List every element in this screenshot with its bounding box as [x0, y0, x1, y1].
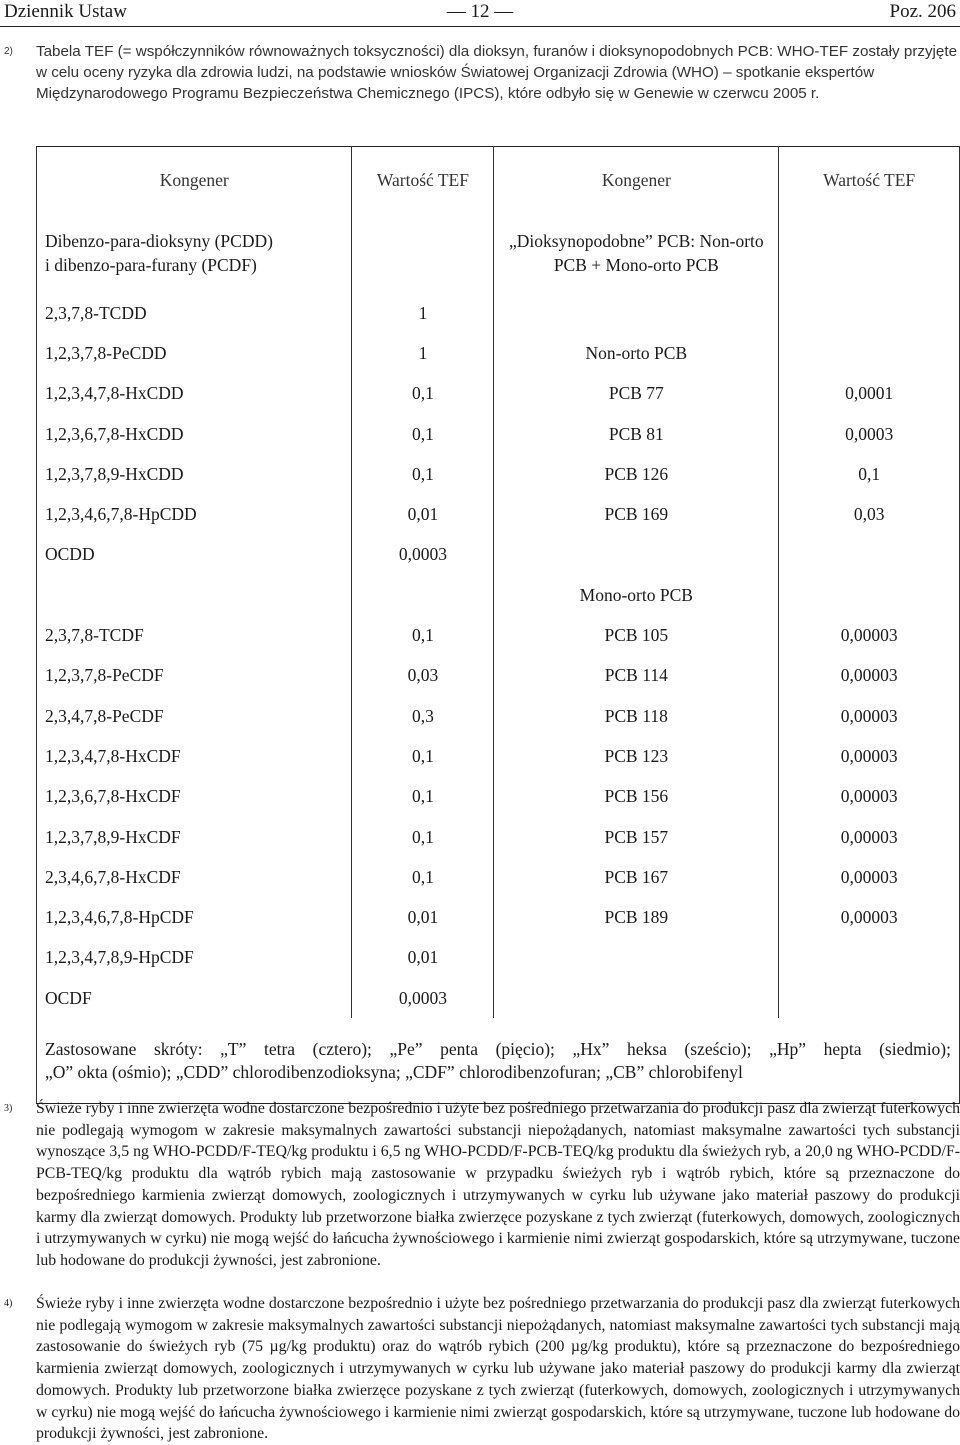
congener-cell: 2,3,4,6,7,8-HxCDF	[37, 857, 352, 897]
abbreviations-line: Zastosowane skróty: „T” tetra (cztero); „Pe” penta (pięcio); „Hx” heksa (sześcio); „Hp” hepta (siedmio);	[45, 1038, 951, 1059]
table-row	[37, 736, 960, 776]
congener-cell	[494, 535, 779, 575]
group-row	[37, 213, 960, 293]
tef-value-cell: 0,00003	[779, 897, 960, 937]
congener-cell: 1,2,3,6,7,8-HxCDF	[37, 777, 352, 817]
congener-cell: Mono-orto PCB	[494, 575, 779, 615]
tef-value-cell: 0,1	[779, 454, 960, 494]
tef-value-cell: 0,1	[352, 736, 494, 776]
tef-value-cell	[779, 535, 960, 575]
table-row	[37, 696, 960, 736]
table-row	[37, 454, 960, 494]
tef-value-cell: 0,01	[352, 897, 494, 937]
tef-value-cell: 0,1	[352, 857, 494, 897]
empty-cell	[352, 213, 494, 293]
congener-cell: PCB 118	[494, 696, 779, 736]
table-row	[37, 293, 960, 333]
header-rule	[0, 26, 960, 27]
table-row	[37, 615, 960, 655]
footnote-marker: 3)	[4, 1103, 13, 1114]
congener-cell: PCB 126	[494, 454, 779, 494]
tef-value-cell: 1	[352, 293, 494, 333]
abbreviations-cell	[37, 1018, 960, 1104]
congener-cell: OCDF	[37, 978, 352, 1018]
congener-cell: 1,2,3,4,7,8-HxCDF	[37, 736, 352, 776]
table-row	[37, 897, 960, 937]
header-kongener: Kongener	[37, 147, 352, 214]
tef-value-cell: 0,00003	[779, 777, 960, 817]
table-row	[37, 656, 960, 696]
tef-value-cell: 0,1	[352, 615, 494, 655]
tef-value-cell: 0,0003	[352, 978, 494, 1018]
table-row	[37, 777, 960, 817]
footnote-text: Świeże ryby i inne zwierzęta wodne dostarczone bezpośrednio i użyte bez pośredniego przetwarzania do produkcji pasz dla zwierząt futerkowych nie podlegają wymogom w zakresie maksymalnych zawartości substancji niepożądanych, natomiast maksymalne zawartości tych substancji mają zastosowanie do świeżych ryb (75 µg/kg produktu) oraz do wątrób rybich (200 µg/kg produktu), które są przeznaczone do bezpośredniego karmienia zwierząt domowych, zoologicznych i utrzymywanych w cyrku lub używane jako materiał paszowy do produkcji karmy dla zwierząt domowych. Produkty lub przetworzone białka zwierzęce pozyskane z tych zwierząt (futerkowych, domowych, zoologicznych i utrzymywanych w cyrku) nie mogą wejść do łańcucha żywnościowego i karmienie nimi zwierząt gospodarskich, które są utrzymywane, tuczone lub hodowane do produkcji żywności, jest zabronione.	[36, 1295, 960, 1443]
table-row	[37, 575, 960, 615]
congener-cell: 1,2,3,4,6,7,8-HpCDF	[37, 897, 352, 937]
tef-value-cell: 0,1	[352, 817, 494, 857]
tef-value-cell: 0,3	[352, 696, 494, 736]
tef-table	[36, 146, 960, 1104]
table-row	[37, 978, 960, 1018]
group-line: PCB + Mono-orto PCB	[553, 255, 719, 275]
congener-cell: 1,2,3,4,7,8-HxCDD	[37, 374, 352, 414]
abbreviations-row	[37, 1018, 960, 1104]
header-kongener: Kongener	[494, 147, 779, 214]
tef-value-cell	[779, 938, 960, 978]
congener-cell: 2,3,7,8-TCDD	[37, 293, 352, 333]
tef-value-cell: 0,1	[352, 454, 494, 494]
table-row	[37, 535, 960, 575]
congener-cell: 2,3,7,8-TCDF	[37, 615, 352, 655]
congener-cell: PCB 189	[494, 897, 779, 937]
congener-cell: 1,2,3,4,6,7,8-HpCDD	[37, 494, 352, 534]
congener-cell: PCB 123	[494, 736, 779, 776]
congener-cell	[494, 938, 779, 978]
tef-value-cell: 0,00003	[779, 736, 960, 776]
footnote-text: Tabela TEF (= współczynników równoważnych toksyczności) dla dioksyn, furanów i dioksynopodobnych PCB: WHO-TEF zostały przyjęte w celu oceny ryzyka dla zdrowia ludzi, na podstawie wniosków Światowej Organizacji Zdrowia (WHO) – spotkanie ekspertów Międzynarodowego Programu Bezpieczeństwa Chemicznego (IPCS), które odbyło się w Genewie w czerwcu 2005 r.	[36, 43, 958, 102]
congener-cell: PCB 77	[494, 374, 779, 414]
tef-value-cell: 0,0001	[779, 374, 960, 414]
table-row	[37, 414, 960, 454]
congener-cell: PCB 157	[494, 817, 779, 857]
page-number: — 12 —	[446, 1, 514, 22]
congener-cell: PCB 105	[494, 615, 779, 655]
congener-cell: 2,3,4,7,8-PeCDF	[37, 696, 352, 736]
tef-value-cell: 0,1	[352, 374, 494, 414]
footnote-2	[4, 41, 960, 104]
page-header	[0, 0, 960, 26]
group-dl-pcb	[494, 213, 779, 293]
congener-cell	[494, 293, 779, 333]
congener-cell	[37, 575, 352, 615]
footnote-marker: 2)	[4, 46, 13, 57]
tef-value-cell: 0,0003	[779, 414, 960, 454]
congener-cell: PCB 114	[494, 656, 779, 696]
congener-cell: PCB 156	[494, 777, 779, 817]
congener-cell: OCDD	[37, 535, 352, 575]
footnote-text: Świeże ryby i inne zwierzęta wodne dostarczone bezpośrednio i użyte bez pośredniego przetwarzania do produkcji pasz dla zwierząt futerkowych nie podlegają wymogom w zakresie maksymalnych zawartości substancji niepożądanych, natomiast maksymalne zawartości tych substancji wynoszące 3,5 ng WHO-PCDD/F-TEQ/kg produktu i 6,5 ng WHO-PCDD/F-PCB-TEQ/kg produktu dla świeżych ryb, a 20,0 ng WHO-PCDD/F-PCB-TEQ/kg produktu dla wątrób rybich mają zastosowanie w przypadku świeżych ryb i wątrób rybich, które są przeznaczone do bezpośredniego karmienia zwierząt domowych, zoologicznych i utrzymywanych w cyrku lub używane jako materiał paszowy do produkcji karmy dla zwierząt domowych. Produkty lub przetworzone białka zwierzęce pozyskane z tych zwierząt (futerkowych, domowych, zoologicznych i utrzymywanych w cyrku) nie mogą wejść do łańcucha żywnościowego i karmienie nimi zwierząt gospodarskich, które są utrzymywane, tuczone lub hodowane do produkcji żywności, jest zabronione.	[36, 1100, 960, 1269]
table-row	[37, 333, 960, 373]
congener-cell: 1,2,3,6,7,8-HxCDD	[37, 414, 352, 454]
tef-value-cell: 0,03	[352, 656, 494, 696]
tef-value-cell: 0,00003	[779, 615, 960, 655]
congener-cell	[494, 978, 779, 1018]
congener-cell: 1,2,3,7,8,9-HxCDF	[37, 817, 352, 857]
tef-value-cell: 0,00003	[779, 696, 960, 736]
tef-value-cell: 1	[352, 333, 494, 373]
table-header-row	[37, 147, 960, 214]
tef-value-cell	[352, 575, 494, 615]
tef-value-cell	[779, 978, 960, 1018]
table-row	[37, 857, 960, 897]
footnote-3	[4, 1098, 960, 1272]
congener-cell: 1,2,3,7,8-PeCDD	[37, 333, 352, 373]
group-line: i dibenzo-para-furany (PCDF)	[45, 255, 257, 275]
tef-value-cell: 0,03	[779, 494, 960, 534]
congener-cell: PCB 81	[494, 414, 779, 454]
tef-value-cell: 0,0003	[352, 535, 494, 575]
tef-value-cell: 0,01	[352, 494, 494, 534]
tef-value-cell	[779, 293, 960, 333]
congener-cell: Non-orto PCB	[494, 333, 779, 373]
table-row	[37, 374, 960, 414]
footnote-4	[4, 1293, 960, 1445]
tef-value-cell: 0,01	[352, 938, 494, 978]
group-pcdd-pcdf	[37, 213, 352, 293]
abbreviations-line: „O” okta (ośmio); „CDD” chlorodibenzodioksyna; „CDF” chlorodibenzofuran; „CB” chlorobifenyl	[45, 1061, 743, 1082]
journal-title: Dziennik Ustaw	[4, 1, 127, 22]
congener-cell: 1,2,3,7,8,9-HxCDD	[37, 454, 352, 494]
abbreviations-text	[45, 1038, 951, 1084]
footnote-marker: 4)	[4, 1298, 13, 1309]
congener-cell: 1,2,3,4,7,8,9-HpCDF	[37, 938, 352, 978]
table-row	[37, 817, 960, 857]
group-line: „Dioksynopodobne” PCB: Non-orto	[508, 231, 764, 251]
tef-value-cell: 0,00003	[779, 817, 960, 857]
congener-cell: PCB 167	[494, 857, 779, 897]
group-line: Dibenzo-para-dioksyny (PCDD)	[45, 231, 273, 251]
header-tef: Wartość TEF	[352, 147, 494, 214]
tef-value-cell: 0,1	[352, 414, 494, 454]
header-tef: Wartość TEF	[779, 147, 960, 214]
congener-cell: 1,2,3,7,8-PeCDF	[37, 656, 352, 696]
tef-value-cell: 0,00003	[779, 656, 960, 696]
table-row	[37, 494, 960, 534]
tef-value-cell	[779, 575, 960, 615]
tef-value-cell: 0,1	[352, 777, 494, 817]
tef-value-cell	[779, 333, 960, 373]
position-number: Poz. 206	[889, 1, 956, 22]
congener-cell: PCB 169	[494, 494, 779, 534]
empty-cell	[779, 213, 960, 293]
tef-value-cell: 0,00003	[779, 857, 960, 897]
table-row	[37, 938, 960, 978]
